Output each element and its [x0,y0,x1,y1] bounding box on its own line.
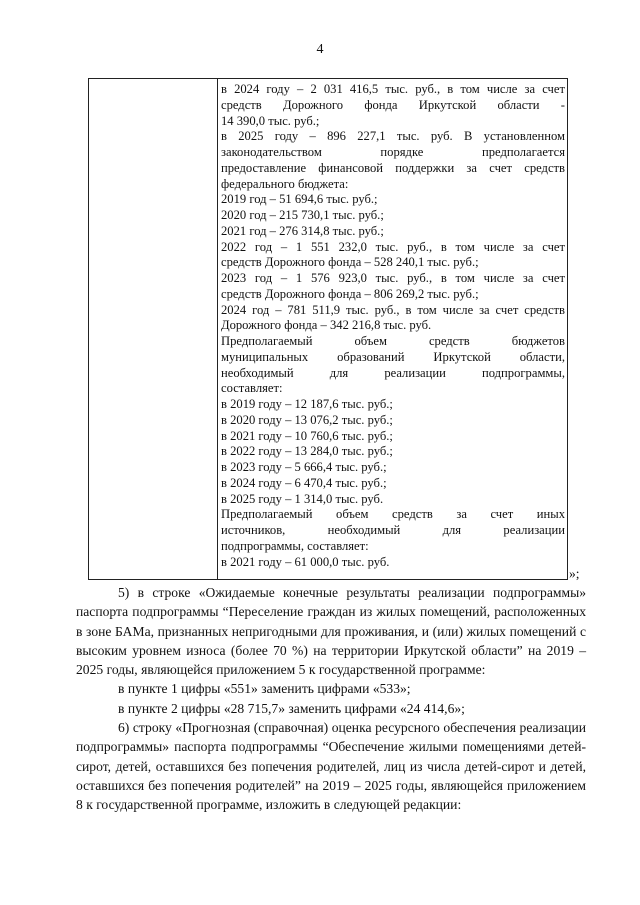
table-bottom-border-left [88,579,218,580]
table-line: законодательством порядке предполагается [221,145,565,159]
page-number: 4 [316,42,324,57]
body-paragraph: 6) строку «Прогнозная (справочная) оценка ресурсного обеспечения реализации подпрограммы» паспорта подпрограммы “Обеспечение жилыми помещениями детей-сирот, детей, оставшихся без попечения родителей, лиц из числа детей-сирот и детей, оставшихся без попечения родителей” на 2019 – 2025 годы, являющейся приложением 8 к государственной программе, изложить в следующей редакции: [76,720,586,813]
table-line: федерального бюджета: [221,176,349,191]
amendment-text [76,583,586,815]
table-line: необходимый для реализации подпрограммы, [221,365,565,380]
table-line: 2023 год – 1 576 923,0 тыс. руб., в том числе за счет [221,271,565,285]
body-paragraph: в пункте 1 цифры «551» заменить цифрами «533»; [118,681,411,697]
table-line: в 2025 году – 1 314,0 тыс. руб. [221,491,384,506]
table-line: в 2019 году – 12 187,6 тыс. руб.; [221,397,393,411]
table-line: средств Дорожного фонда Иркутской области - [221,97,565,112]
table-line: 2022 год – 1 551 232,0 тыс. руб., в том числе за счет [221,239,565,254]
body-paragraph: 5) в строке «Ожидаемые конечные результаты реализации подпрограммы» паспорта подпрограммы “Переселение граждан из жилых помещений, расположенных в зоне БАМа, признанных непригодными для проживания, и (или) жилых помещений с высоким уровнем износа (более 70 %) на территории Иркутской области” на 2019 – 2025 годы, являющейся приложением 5 к государственной программе: [76,585,586,678]
table-line: в 2024 году – 2 031 416,5 тыс. руб., в том числе за счет [221,82,565,96]
table-line: в 2020 году – 13 076,2 тыс. руб.; [221,412,393,427]
table-line: 2021 год – 276 314,8 тыс. руб.; [221,223,384,238]
table-line: в 2023 году – 5 666,4 тыс. руб.; [221,460,387,474]
table-value-cell [221,82,565,570]
table-line: источников, необходимый для реализации [221,523,565,537]
table-line: Предполагаемый объем средств за счет иных [221,507,565,522]
passport-table [88,78,568,580]
table-line: средств Дорожного фонда – 806 269,2 тыс. руб.; [221,286,479,301]
table-line: Предполагаемый объем средств бюджетов [221,334,565,348]
table-bottom-border [217,579,568,580]
table-line: 2019 год – 51 694,6 тыс. руб.; [221,192,378,207]
table-line: Дорожного фонда – 342 216,8 тыс. руб. [221,318,432,333]
body-paragraph: в пункте 2 цифры «28 715,7» заменить цифрами «24 414,6»; [118,700,465,716]
table-line: 2020 год – 215 730,1 тыс. руб.; [221,208,384,222]
table-closing-quote: »; [569,566,580,581]
table-line: в 2025 году – 896 227,1 тыс. руб. В установленном [221,129,565,144]
table-line: в 2024 году – 6 470,4 тыс. руб.; [221,475,387,490]
table-column-divider [217,79,218,580]
table-line: подпрограммы, составляет: [221,538,369,553]
table-line: 2024 год – 781 511,9 тыс. руб., в том числе за счет средств [221,302,565,317]
table-line: составляет: [221,381,283,396]
table-line: муниципальных образований Иркутской области, [221,349,565,364]
table-line: 14 390,0 тыс. руб.; [221,113,320,128]
table-line: в 2021 году – 10 760,6 тыс. руб.; [221,428,393,443]
table-line: предоставление финансовой поддержки за счет средств [221,160,565,175]
table-line: в 2022 году – 13 284,0 тыс. руб.; [221,444,393,459]
table-line: средств Дорожного фонда – 528 240,1 тыс. руб.; [221,255,479,270]
table-line: в 2021 году – 61 000,0 тыс. руб. [221,554,390,569]
